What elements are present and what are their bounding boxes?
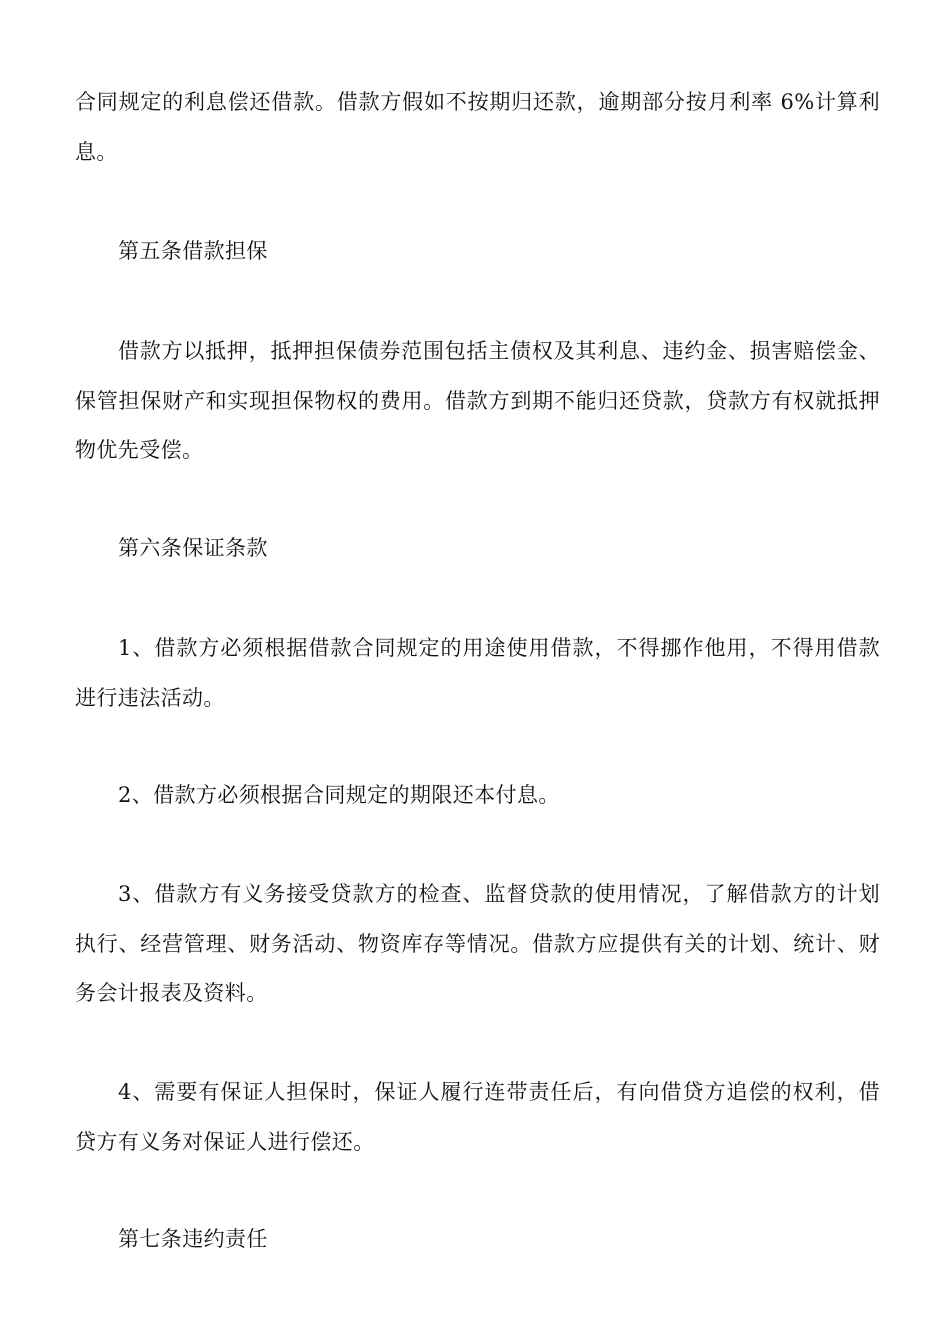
heading-article-7: 第七条违约责任 — [118, 1227, 268, 1251]
heading-article-5: 第五条借款担保 — [118, 239, 268, 263]
paragraph-article-5: 借款方以抵押，抵押担保债券范围包括主债权及其利息、违约金、损害赔偿金、保管担保财产和实现担保物权的费用。借款方到期不能归还贷款，贷款方有权就抵押物优先受偿。 — [75, 339, 880, 462]
paragraph-clause-2: 2、借款方必须根据合同规定的期限还本付息。 — [118, 783, 560, 807]
paragraph-clause-1: 1、借款方必须根据借款合同规定的用途使用借款，不得挪作他用，不得用借款进行违法活动。 — [75, 636, 880, 710]
heading-article-6: 第六条保证条款 — [118, 536, 268, 560]
paragraph-continuation: 合同规定的利息偿还借款。借款方假如不按期归还款，逾期部分按月利率 6%计算利息。 — [75, 90, 880, 164]
paragraph-clause-4: 4、需要有保证人担保时，保证人履行连带责任后，有向借贷方追偿的权利，借贷方有义务对保证人进行偿还。 — [75, 1080, 880, 1154]
paragraph-clause-3: 3、借款方有义务接受贷款方的检查、监督贷款的使用情况，了解借款方的计划执行、经营管理、财务活动、物资库存等情况。借款方应提供有关的计划、统计、财务会计报表及资料。 — [75, 882, 880, 1005]
